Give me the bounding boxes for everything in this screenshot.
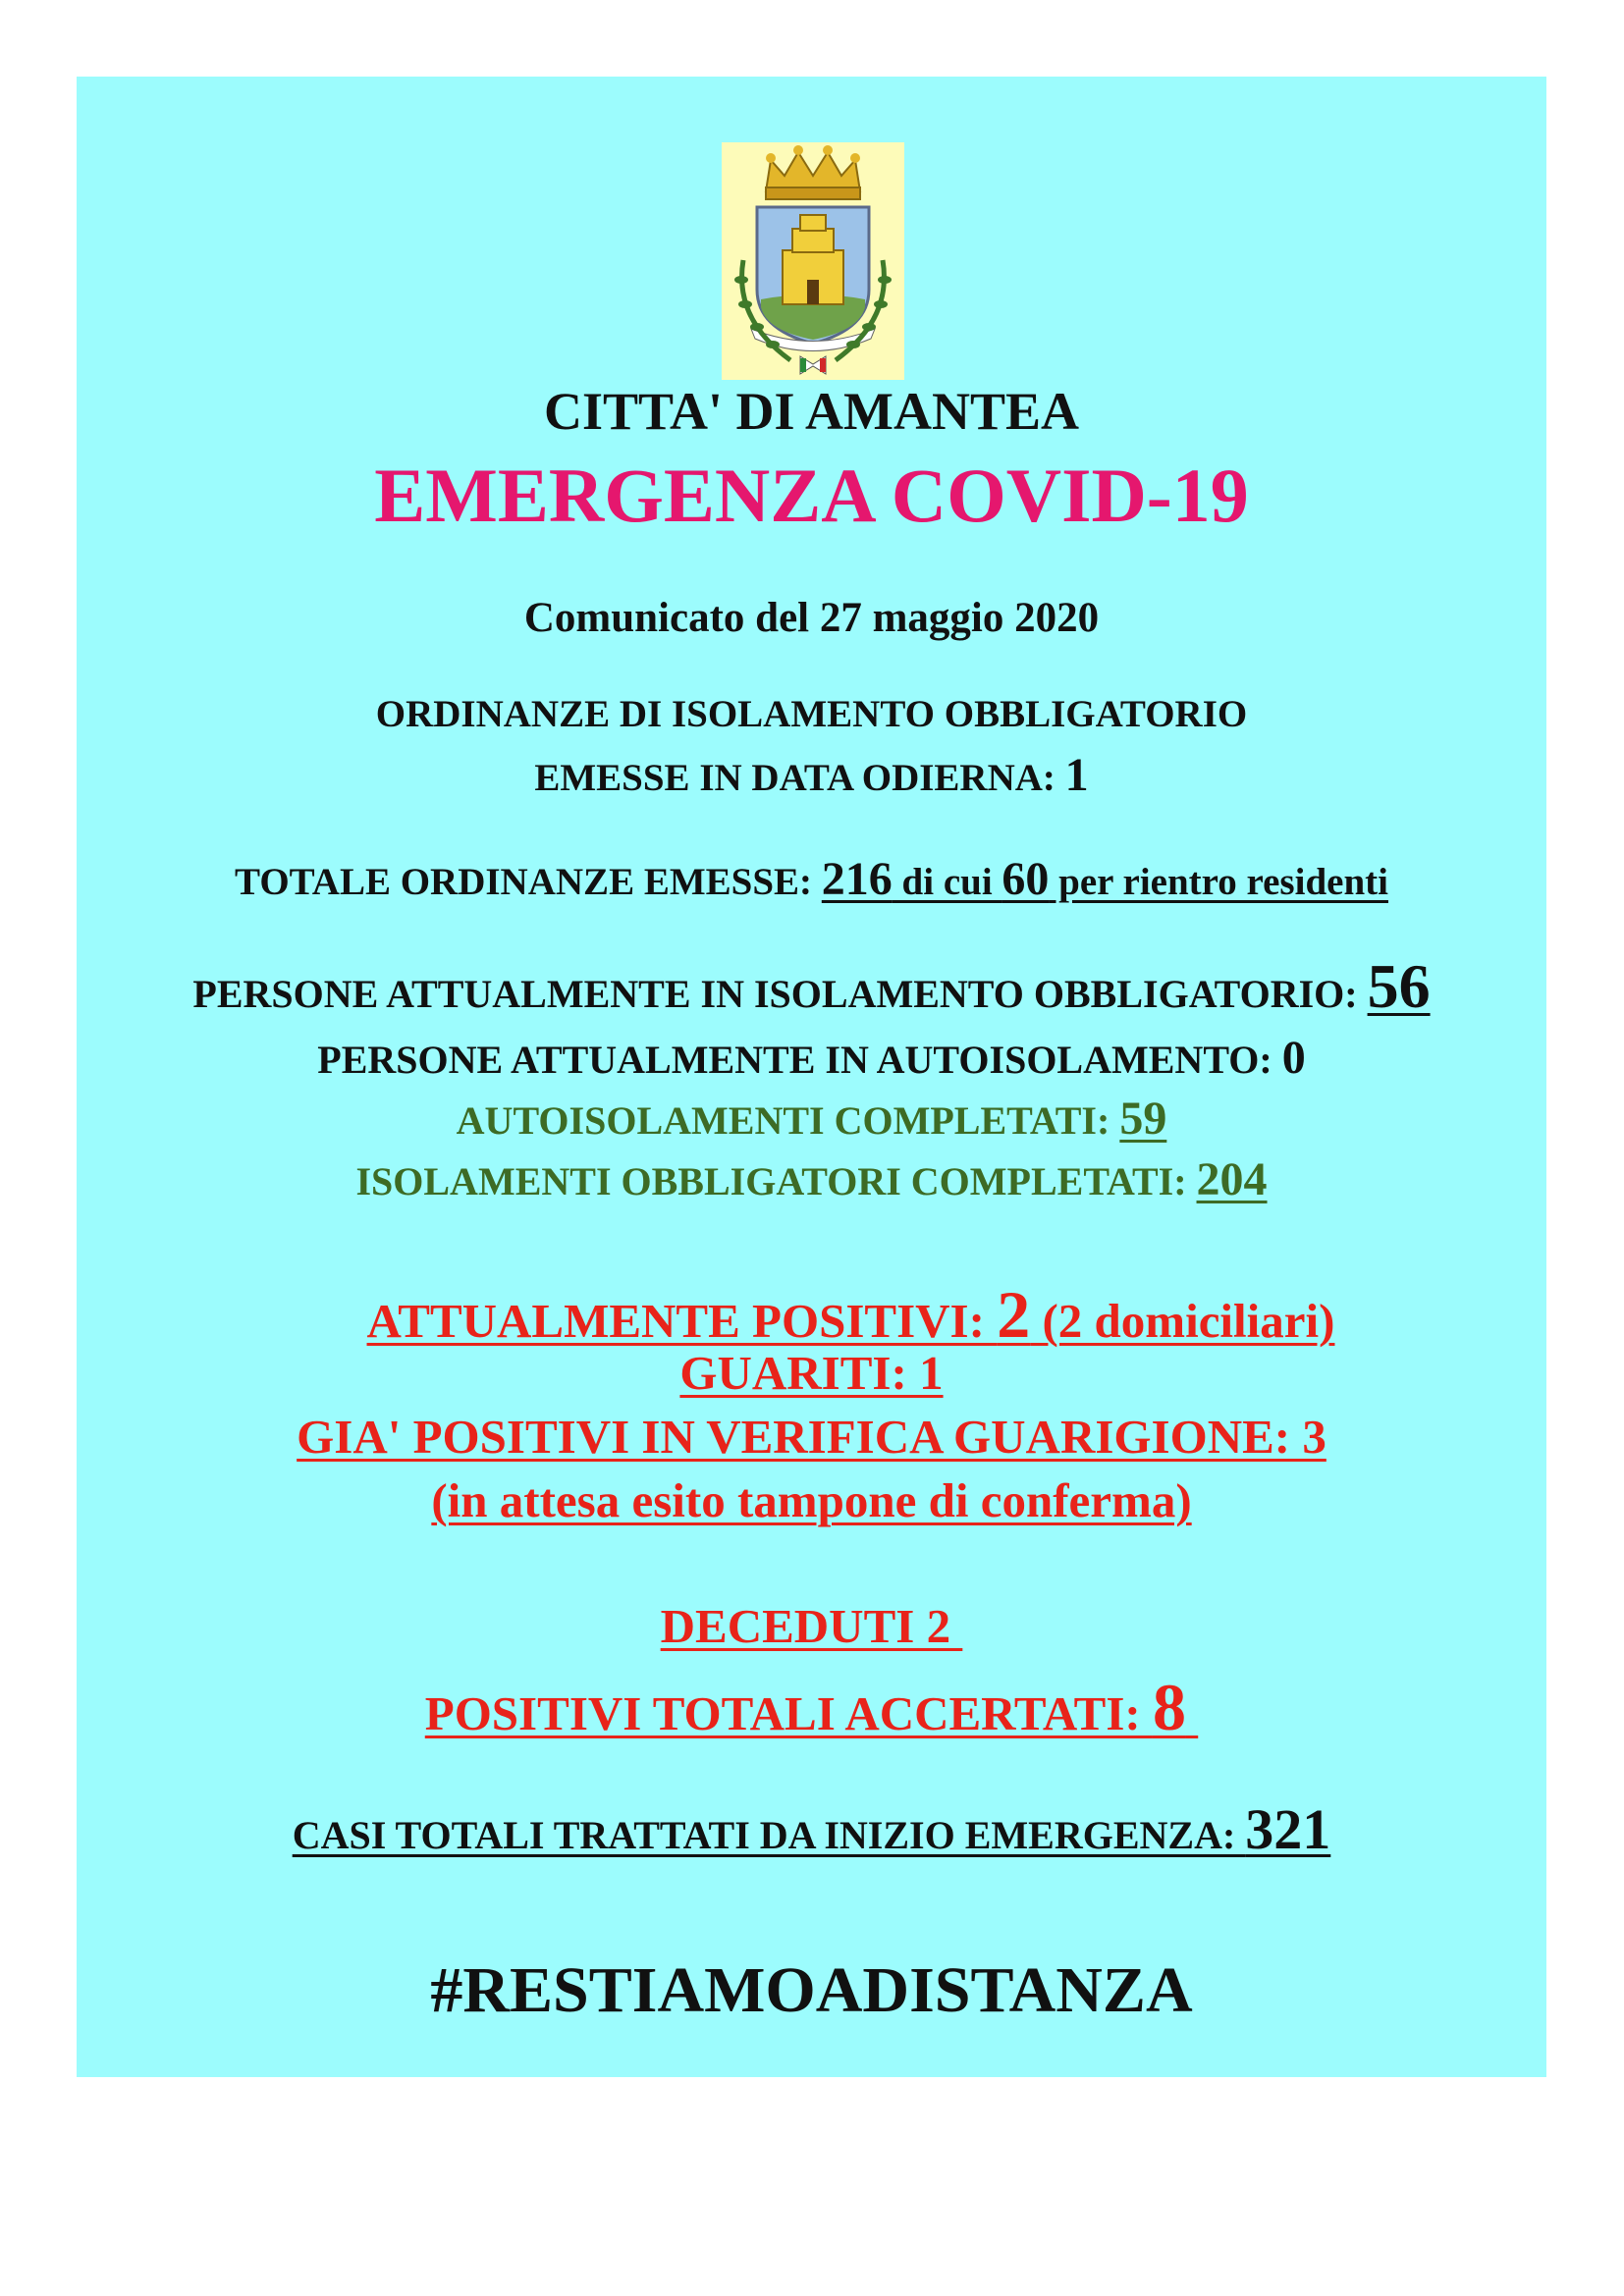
isolamenti-obbligatori-completati-value: 204 — [1196, 1153, 1268, 1205]
rientro-value: 60 — [1001, 853, 1050, 905]
totale-ordinanze-detail — [821, 853, 1388, 905]
hashtag: #RESTIAMOADISTANZA — [430, 1954, 1193, 2026]
rientro-label: per rientro residenti — [1049, 861, 1388, 903]
attualmente-positivi — [77, 1276, 1546, 1354]
verifica-guarigione-text: GIA' POSITIVI IN VERIFICA GUARIGIONE: 3 — [297, 1410, 1326, 1464]
ordinanze-oggi-value: 1 — [1064, 749, 1089, 801]
casi-totali-group — [292, 1797, 1331, 1861]
casi-totali — [77, 1796, 1546, 1862]
positivi-totali-label: POSITIVI TOTALI ACCERTATI: — [424, 1686, 1153, 1740]
ordinanze-heading: ORDINANZE DI ISOLAMENTO OBBLIGATORIO — [375, 693, 1248, 735]
ordinanze-oggi-label: EMESSE IN DATA ODIERNA: — [534, 757, 1065, 799]
isolamenti-obbligatori-completati-label: ISOLAMENTI OBBLIGATORI COMPLETATI: — [355, 1159, 1197, 1203]
guariti — [77, 1345, 1546, 1401]
di-cui-text: di cui — [892, 861, 1002, 903]
ordinanze-oggi — [77, 748, 1546, 802]
attualmente-positivi-note: (2 domiciliari) — [1030, 1294, 1335, 1348]
autoisolamento — [77, 1031, 1546, 1085]
positivi-totali — [77, 1669, 1546, 1746]
attualmente-positivi-label: ATTUALMENTE POSITIVI: — [366, 1294, 998, 1348]
deceduti — [77, 1598, 1546, 1654]
totale-ordinanze — [77, 852, 1546, 906]
deceduti-text: DECEDUTI 2 — [660, 1599, 963, 1653]
page-title: EMERGENZA COVID-19 — [374, 453, 1249, 538]
coat-of-arms-icon — [722, 142, 904, 380]
attualmente-positivi-value: 2 — [997, 1277, 1031, 1352]
casi-totali-value: 321 — [1245, 1797, 1331, 1861]
positivi-totali-value: 8 — [1152, 1670, 1186, 1744]
autoisolamento-label: PERSONE ATTUALMENTE IN AUTOISOLAMENTO: — [317, 1038, 1282, 1082]
positivi-totali-trail — [1186, 1686, 1198, 1740]
city-name: CITTA' DI AMANTEA — [543, 382, 1080, 441]
attesa-tampone — [77, 1472, 1546, 1528]
autoisolamenti-completati-label: AUTOISOLAMENTI COMPLETATI: — [456, 1098, 1120, 1143]
isolamento-obbligatorio-label: PERSONE ATTUALMENTE IN ISOLAMENTO OBBLIGATORIO: — [192, 972, 1368, 1016]
totale-ordinanze-label: TOTALE ORDINANZE EMESSE: — [235, 861, 822, 903]
isolamento-obbligatorio — [77, 950, 1546, 1023]
guariti-text: GUARITI: 1 — [679, 1346, 944, 1400]
communique-date: Comunicato del 27 maggio 2020 — [523, 595, 1100, 641]
positivi-totali-group — [424, 1670, 1198, 1744]
autoisolamento-value: 0 — [1281, 1032, 1306, 1084]
totale-ordinanze-value: 216 — [821, 853, 893, 905]
autoisolamenti-completati — [77, 1092, 1546, 1146]
attesa-tampone-text: (in attesa esito tampone di conferma) — [431, 1473, 1192, 1527]
isolamenti-obbligatori-completati — [77, 1152, 1546, 1206]
autoisolamenti-completati-value: 59 — [1119, 1093, 1167, 1145]
verifica-guarigione — [77, 1409, 1546, 1465]
isolamento-obbligatorio-value: 56 — [1367, 951, 1431, 1021]
casi-totali-label: CASI TOTALI TRATTATI DA INIZIO EMERGENZA: — [292, 1813, 1246, 1857]
